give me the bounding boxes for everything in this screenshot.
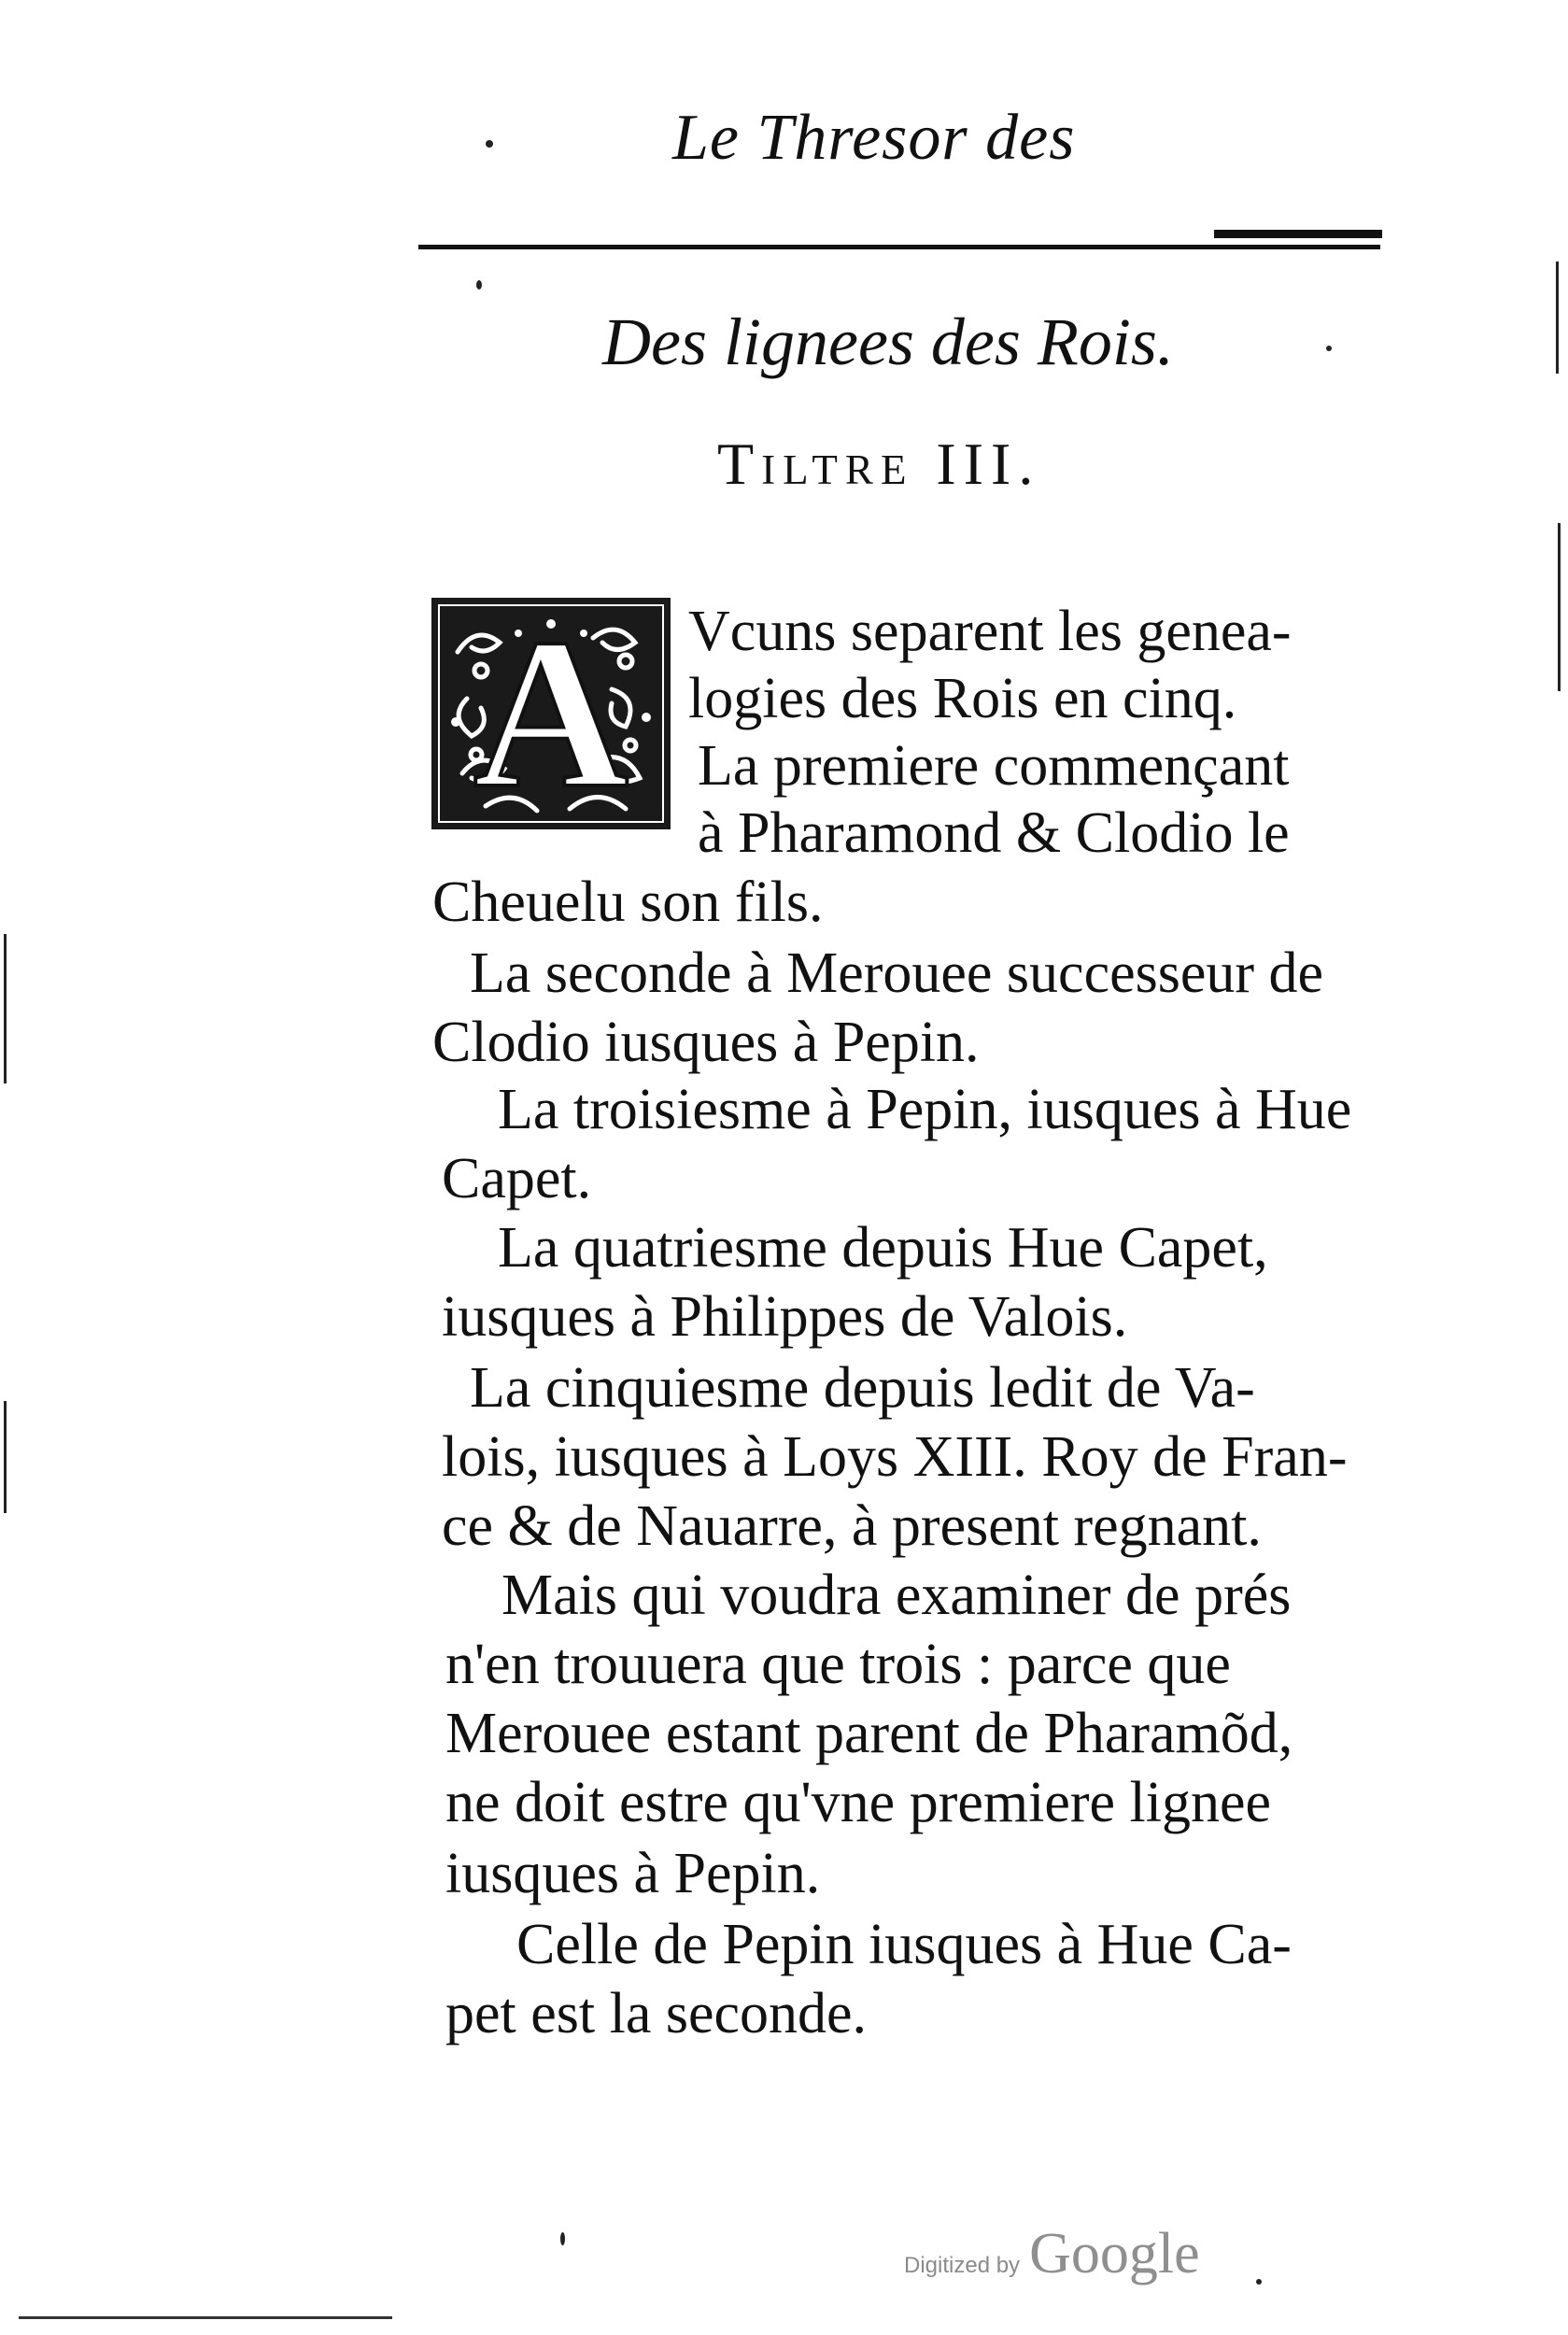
header-rule-flourish [1214,230,1382,238]
scan-speck [1256,2279,1262,2285]
page-edge-mark [4,1401,7,1513]
text-line: lois, iusques à Loys XIII. Roy de Fran- [442,1425,1348,1489]
running-head: Le Thresor des [672,102,1076,174]
text-line: La quatriesme depuis Hue Capet, [498,1216,1268,1280]
scan-speck [476,280,482,290]
text-line: Mais qui voudra examiner de prés [501,1564,1292,1627]
digitization-watermark [904,2221,1200,2287]
text-line: Cheuelu son fils. [432,870,824,934]
text-line: La premiere commençant [698,734,1290,798]
text-line: Merouee estant parent de Pharamõd, [445,1702,1293,1765]
text-line: La seconde à Merouee successeur de [470,941,1324,1005]
text-line: ne doit estre qu'vne premiere lignee [445,1771,1271,1834]
header-rule [418,245,1380,249]
watermark-prefix: Digitized by [904,2253,1021,2278]
page-edge-mark [1558,523,1561,691]
chapter-heading: Tiltre III. [717,431,1041,497]
watermark-brand: Google [1029,2222,1200,2285]
text-line: iusques à Philippes de Valois. [442,1285,1128,1349]
text-line: n'en trouuera que trois : parce que [445,1633,1231,1696]
footer-rule [19,2316,392,2319]
scan-speck [1326,346,1332,351]
text-line: Vcuns separent les genea- [688,600,1292,663]
page-edge-mark [1556,262,1559,374]
text-line: à Pharamond & Clodio le [698,801,1290,865]
text-line: Clodio iusques à Pepin. [432,1011,980,1074]
text-line: Capet. [442,1147,592,1210]
page-edge-mark [4,934,7,1083]
scan-speck [560,2232,565,2245]
text-line: Celle de Pepin iusques à Hue Ca- [516,1913,1292,1976]
text-line: La cinquiesme depuis ledit de Va- [470,1356,1255,1420]
drop-cap-letter: A [473,594,629,832]
drop-cap-ornament [430,596,672,831]
text-line: pet est la seconde. [445,1982,868,2045]
text-line: La troisiesme à Pepin, iusques à Hue [498,1078,1352,1141]
text-line: ce & de Nauarre, à present regnant. [442,1494,1262,1558]
scan-speck [486,140,493,148]
section-title: Des lignees des Rois. [602,304,1174,379]
text-line: logies des Rois en cinq. [688,667,1237,730]
text-line: iusques à Pepin. [445,1842,821,1905]
